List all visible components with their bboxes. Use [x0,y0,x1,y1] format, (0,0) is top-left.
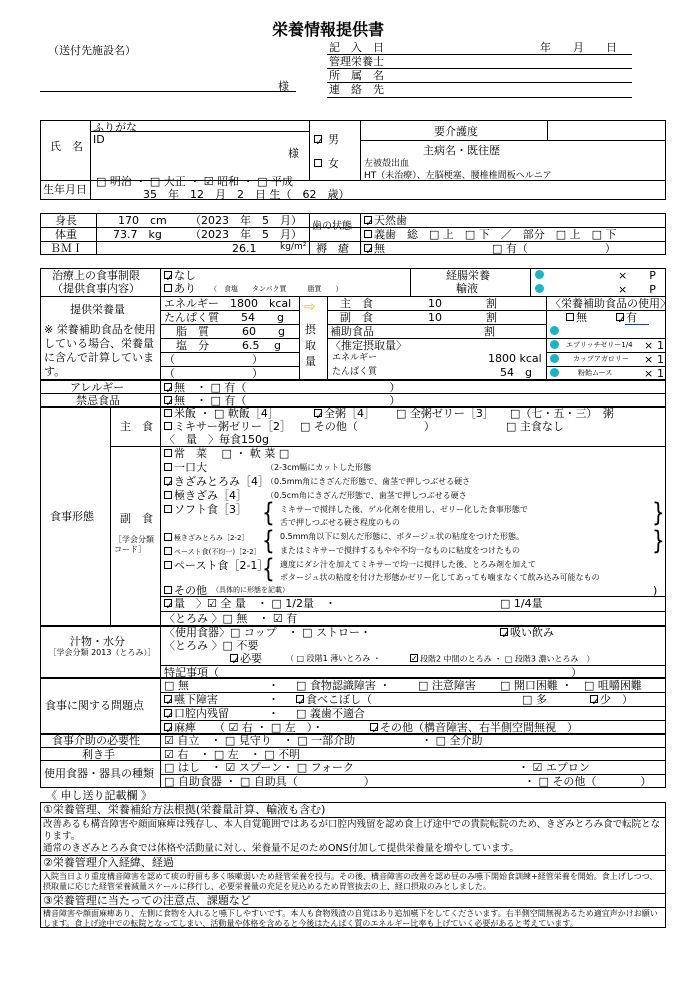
side-kizami-toro-checkbox[interactable]: ✓ [165,477,175,490]
supp-item-qty: 1 [657,339,664,352]
destination-honorific: 様 [278,80,289,93]
utensils-label: 使用食器・器具の種類 [44,767,154,780]
disease-primary: 左被殻出血 [364,159,410,169]
side-paste-fuka[interactable]: ペースト食(不均一)［2-2］ [164,548,261,556]
notes-section-1-text-2: 通常のきざみとろみ食では体格や活動量に対し、栄養量不足のためONS付加して提供栄養量を増やしています。 [43,843,519,854]
side-other-checkbox[interactable] [164,586,172,594]
staple-jelly[interactable]: □ 全粥ゼリー［3］ [396,407,494,420]
supp-item-dot [550,340,559,349]
supplement-use-label: 〈栄養補助食品の使用〉 [550,297,671,310]
teeth-denture[interactable]: 義歯 総 □ 上 □ 下 ／ 部分 □ 上 □ 下 [364,229,617,240]
height-label: 身長 [55,214,77,227]
side-quantity-checkbox[interactable]: ✓ [165,599,175,612]
side-paste-checkbox[interactable] [164,561,172,569]
hand-label: 利き手 [82,748,115,761]
side-goku-toro-checkbox[interactable] [164,533,172,541]
side-hitokuchi-desc: （2-3cm幅にカットした形態 [266,463,372,472]
brace-left: { [262,524,275,556]
sex-female[interactable]: 女 [314,158,335,169]
staple-mixer[interactable]: ミキサー粥ゼリー［2］ [164,421,291,432]
notes-section-1-text-1: 改善あるも構音障害や顔面麻痺は残存し、本人自覚範囲ではあるが口腔内残留を認め食上げ途中での貴院転院のため、きざみとろみ食で転院となります。 [43,819,661,842]
problem-spilling-checkbox[interactable]: ✓ [297,695,307,708]
problem-paralysis[interactable]: ✓麻痺 [165,721,196,736]
bedsore-label: 褥 瘡 [316,242,349,255]
supplement-none[interactable]: 無 [566,312,587,323]
staple-ratio[interactable]: □（七・五・三） 粥 [510,407,614,420]
dietitian-label: 管理栄養士 [329,55,384,68]
tube-feeding-dot [535,270,544,279]
intake-supplement: 補助食品 割 [330,325,495,338]
contact-label: 連 絡 先 [329,83,384,96]
destination-label: （送付先施設名） [48,44,136,57]
est-energy-value: 1800 kcal [488,352,542,365]
weight-label: 体重 [55,228,77,241]
restriction-yes-checkbox[interactable] [164,284,172,292]
infusion-dot [535,284,544,293]
provided-nutrition-label: 提供栄養量 [70,303,125,316]
teeth-denture-checkbox[interactable] [364,230,372,238]
care-level-label: 要介護度 [434,125,478,138]
notes-section-2-text: 入院当日より重度構音障害を認めて痰の貯留も多く咳嗽弱いため経管栄養を投与。その後、構音障害の改善を認め昼のみ嚥下開始食訓練+経管栄養を開始。食上げしつつ、摂取量に応じた経管栄養減量スケールに移行し、必要栄養量の充足を見込めるため胃管抜去の上、経口摂取のみとしました。 [43,872,658,891]
fluid-sub: ［学会分類 2013（とろみ）］ [48,648,156,657]
height-date: （2023 年 5 月） [190,214,302,227]
provided-extra-2: （ ） [164,367,263,380]
allergy-value[interactable]: ✓無 ・ □ 有（ ） [165,381,401,396]
allergy-none-checkbox[interactable]: ✓ [165,383,175,396]
bedsore-none-checkbox[interactable]: ✓ [365,244,375,257]
furigana-label: ふりがな [93,121,137,134]
record-date-value[interactable]: 年 月 日 [540,41,617,54]
brace-left: { [262,552,275,584]
provided-salt: 塩 分 6.5 g [176,339,281,352]
fluid-need[interactable]: ✓必要 [231,652,262,667]
weight-value: 73.7 kg [113,228,162,241]
side-goku[interactable]: 極きざみ［4］ [164,490,247,501]
sex-male[interactable]: ✓ 男 [315,133,339,148]
fluid-utensil[interactable]: 〈使用食器〉□ コップ ・ □ ストロー・ [164,626,372,639]
supplement-note: ※ 栄養補助食品を使用している場合、栄養量に含んで計算しています。 [44,323,156,378]
problem-none[interactable]: □ 無 [164,679,189,692]
fluid-stage2-checkbox[interactable]: ✓ [411,654,418,663]
side-goku-desc: （0.5cm角にきざんだ形態で、歯茎で押しつぶせる硬さ [266,491,467,500]
fluid-sip[interactable]: ✓吸い飲み [501,626,554,641]
fluid-need-checkbox[interactable]: ✓ [231,654,241,667]
bedsore-yes[interactable]: □ 有（ ） [492,242,616,255]
document-title: 栄養情報提供書 [272,20,385,39]
side-quantity[interactable]: ✓量 〉☑ 全 量 ・ □ 1/2量 ・ [165,597,336,612]
side-paste-desc-1: 適度にダシ汁を加えてミキサーで均一に撹拌した後、とろみ剤を加えて [280,560,536,569]
side-goku-checkbox[interactable] [164,491,172,499]
bmi-value: 26.1 [232,242,257,255]
provided-protein: たんぱく質 54 g [164,311,284,324]
arrow-icon: ⇨ [304,299,316,315]
restriction-none-checkbox[interactable]: ✓ [165,271,175,284]
utensils-apron[interactable]: ・ ☑ エプロン [518,761,590,774]
weight-date: （2023 年 5 月） [190,228,302,241]
notes-section-1-title: ①栄養管理、栄養補給方法根拠(栄養量計算、輸液も含む) [43,803,326,816]
problem-paralysis-side[interactable]: （ ☑ 右 ・ □ 左 ）・ [214,721,324,734]
problem-denture-fit[interactable]: □ 義歯不適合 [296,707,365,720]
problem-spilling-few-checkbox[interactable]: ✓ [591,695,601,708]
supp-item-times: × [644,339,654,352]
forbidden-label: 禁忌食品 [76,394,120,407]
side-hitokuchi[interactable]: 一口大 [164,462,207,473]
supp-item-qty: 1 [657,353,664,366]
side-paste-fuka-checkbox[interactable] [164,547,172,555]
estimated-intake-label: 〈推定摂取量〉 [330,339,407,352]
disease-history: HT（未治療）、左脳梗塞、腰椎椎間板ヘルニア [364,171,552,181]
staple-none[interactable]: □ 主食なし [506,420,564,433]
bedsore-none[interactable]: ✓無 [365,242,385,257]
intake-vertical-label: 摂取量 [305,323,316,368]
assist-options[interactable]: ☑ 自立 ・ □ 見守り ・ □ 一部介助 ・ □ 全介助 [164,734,483,747]
side-goku-toro-desc: 0.5mm角以下に刻んだ形態に、ポタージュ状の粘度をつけた形態。 [280,532,524,541]
side-label: 副 食 [120,512,153,525]
provided-extra-1: （ ） [164,353,263,366]
brace-left: { [262,496,275,528]
supp-item-dot [550,368,559,377]
teeth-label: 歯の状態 [312,221,352,232]
teeth-natural-checkbox[interactable]: ✓ [365,216,375,229]
name-label: 氏 名 [50,140,83,153]
problem-spilling[interactable]: ✓食べこぼし（ [297,693,372,708]
problem-oral-residue[interactable]: ✓口腔内残留 [165,707,229,722]
tube-feeding-xp: × P [618,269,656,282]
side-code-label: ［学会分類コード］ [114,535,154,554]
fluid-stage2[interactable]: ✓ 段階2 中間のとろみ ・ □ 段階3 濃いとろみ ） [411,654,595,664]
staple-mixer-checkbox[interactable] [164,422,172,430]
notes-section-2-title: ②栄養管理介入経緯、経過 [43,856,174,869]
restriction-sub: （提供食事内容） [52,282,140,295]
birth-era[interactable]: □ 明治 ・ □ 大正 ・ ☑ 昭和 ・ □ 平成 [96,175,294,188]
birth-date: 35 年 12 月 2 日 生（ 62 歳） [143,188,350,201]
fluid-toromi[interactable]: 〈とろみ 〉□ 不要 [164,639,259,652]
side-paste[interactable]: ペースト食［2-1］ [164,560,268,571]
female-checkbox[interactable] [314,159,322,167]
side-quantity-quarter[interactable]: □ 1/4量 [500,597,543,610]
side-common-checkbox[interactable] [164,449,172,457]
problem-swallowing[interactable]: ✓嚥下障害 [165,693,218,708]
male-checkbox[interactable]: ✓ [315,135,325,148]
birth-label: 生年月日 [43,183,87,196]
side-toromi[interactable]: 〈とろみ 〉□ 無 ・ ☑ 有 [164,612,298,625]
problem-mouth-opening[interactable]: □ 開口困難 ・ [500,679,573,692]
fluid-sip-checkbox[interactable]: ✓ [501,628,511,641]
supplement-yes[interactable]: ✓有 [617,311,637,326]
utensils-row-2[interactable]: □ 自助食器 ・ □ 自助具（ ） [164,775,375,788]
fluid-special: 特記事項（ ） [164,666,582,679]
side-hitokuchi-checkbox[interactable] [164,463,172,471]
side-other-sub: （具体的に形態を記載） [212,586,289,594]
staple-label: 主 食 [120,420,153,433]
side-paste-desc-2: ポタージュ状の粘度を付けた形態かゼリー化してあっても噛まなくて飲み込み可能なもの [280,573,600,582]
problem-spilling-few[interactable]: ✓少 ） [591,693,633,708]
side-paste-fuka-desc: またはミキサーで撹拌するもやや不均一なものに粘度をつけたもの [280,546,520,555]
infusion-label: 輸液 [456,282,478,295]
side-soft-desc-2: 舌で押しつぶせる硬さ程度のもの [280,518,400,527]
restriction-label: 治療上の食事制限 [52,269,140,282]
supplement-none-checkbox[interactable] [566,313,574,321]
supp-item-name: カップアガロリー [573,355,629,363]
staple-zengayu[interactable]: ✓全粥［4］ [315,407,375,422]
food-form-label: 食事形態 [50,510,94,523]
problem-other[interactable]: ✓その他（構音障害、右半側空間無視 ） [371,721,578,736]
staple-rice[interactable]: 米飯 ・ □ 軟飯［4］ [164,408,279,419]
side-common[interactable]: 常 菜 □ ・ 軟 菜 □ [164,448,289,459]
tube-feeding-label: 経腸栄養 [446,269,490,282]
supp-item-qty: 1 [657,367,664,380]
staple-other[interactable]: □ その他（ ） [300,420,435,433]
problem-other-checkbox[interactable]: ✓ [371,723,381,736]
affiliation-label: 所 属 名 [329,69,384,82]
problem-chewing[interactable]: □ 咀嚼困難 [584,679,642,692]
id-label: ID [93,133,105,146]
provided-energy: エネルギー 1800 kcal [164,297,292,310]
utensils-other[interactable]: ・ □ その他（ ） [524,775,652,788]
provided-fat: 脂 質 60 g [176,325,285,338]
side-goku-toro[interactable]: 極きざみとろみ［2-2］ [164,534,248,542]
intake-staple: 主 食 10 割 [340,297,497,310]
bmi-unit: kg/m² [280,242,307,252]
supplement-yes-checkbox[interactable]: ✓ [617,313,627,326]
teeth-natural[interactable]: ✓天然歯 [365,214,407,229]
est-protein-value: 54 g [500,366,532,379]
notes-section-3-title: ③栄養管理に当たっての注意点、課題など [43,894,251,907]
brace-right: } [652,496,665,528]
side-soft-desc-1: ミキサーで撹拌した後、ゲル化剤を使用し、ゼリー化した食事形態で [280,505,528,514]
intake-side: 副 食 10 割 [340,311,497,324]
assist-label: 食事介助の必要性 [52,734,140,747]
supp-item-name: 粉飴ムース [578,369,613,377]
record-date-label: 記 入 日 [329,41,384,54]
restriction-yes[interactable]: あり [164,283,196,294]
est-protein-label: たんぱく質 [332,367,378,377]
utensils-row-1[interactable]: □ はし ・ ☑ スプーン・ □ フォーク [164,761,355,774]
hand-options[interactable]: ☑ 右 ・ □ 左 ・ □ 不明 [164,748,301,761]
supp-item-name: エプリッチゼリー1/4 [566,341,633,349]
staple-quantity: 〈 量 〉毎食150g [164,433,269,446]
fluid-stage1[interactable]: （ □ 段階1 薄いとろみ ・ [286,654,381,663]
problem-oral-residue-checkbox[interactable]: ✓ [165,709,175,722]
bmi-label: ＢＭＩ [50,242,83,255]
side-kizami-toro[interactable]: ✓きざみとろみ［4］ [165,475,269,490]
staple-zengayu-checkbox[interactable]: ✓ [315,409,325,422]
supp-item-times: × [644,353,654,366]
notes-header: 《 申し送り記載欄 》 [46,789,152,802]
side-other[interactable]: その他 [164,585,207,596]
problem-food-recognition[interactable]: □ 食物認識障害 ・ [296,679,391,692]
restriction-detail: （ 食塩 タンパク質 脂質 ） [210,285,343,293]
problem-paralysis-checkbox[interactable]: ✓ [165,723,175,736]
side-kizami-toro-desc: （0.5mm角にきざんだ形態で、歯茎で押しつぶせる硬さ [266,477,471,486]
notes-section-3-text: 構音障害や顔面麻痺あり、左側に食物を入れると嚥下しやすいです。本人も食物残渣の自覚はあり追加嚥下をしてくださいます。右半側空間無視あるため適宜声かけお願いします。食上げ途中での転院となってしまい、活動量や体格を含めると今後はたんぱく質のエネルギー比率も上げていく必要があると考えています。 [43,909,658,928]
allergy-label: アレルギー [70,381,125,394]
name-honorific: 様 [288,147,299,160]
supp-item-times: × [644,367,654,380]
side-soft[interactable]: ソフト食［3］ [164,504,247,515]
problems-label: 食事に関する問題点 [45,699,144,712]
forbidden-value[interactable]: ✓無 ・ □ 有（ ） [165,394,401,409]
supp-item-dot [550,354,559,363]
problem-spilling-many[interactable]: □ 多 [522,693,547,706]
forbidden-none-checkbox[interactable]: ✓ [165,396,175,409]
infusion-xp: × P [618,283,656,296]
problem-attention[interactable]: □ 注意障害 [418,679,476,692]
restriction-none[interactable]: ✓なし [165,269,196,284]
brace-right: } [652,524,665,556]
fluid-label: 汁物・水分 [70,635,125,648]
disease-label: 主病名・既往歴 [423,144,500,157]
supplement-dot [550,326,559,335]
height-value: 170 cm [118,214,167,227]
staple-rice-checkbox[interactable] [164,409,172,417]
est-energy-label: エネルギー [332,353,378,363]
side-soft-checkbox[interactable] [164,505,172,513]
problem-swallowing-checkbox[interactable]: ✓ [165,695,175,708]
